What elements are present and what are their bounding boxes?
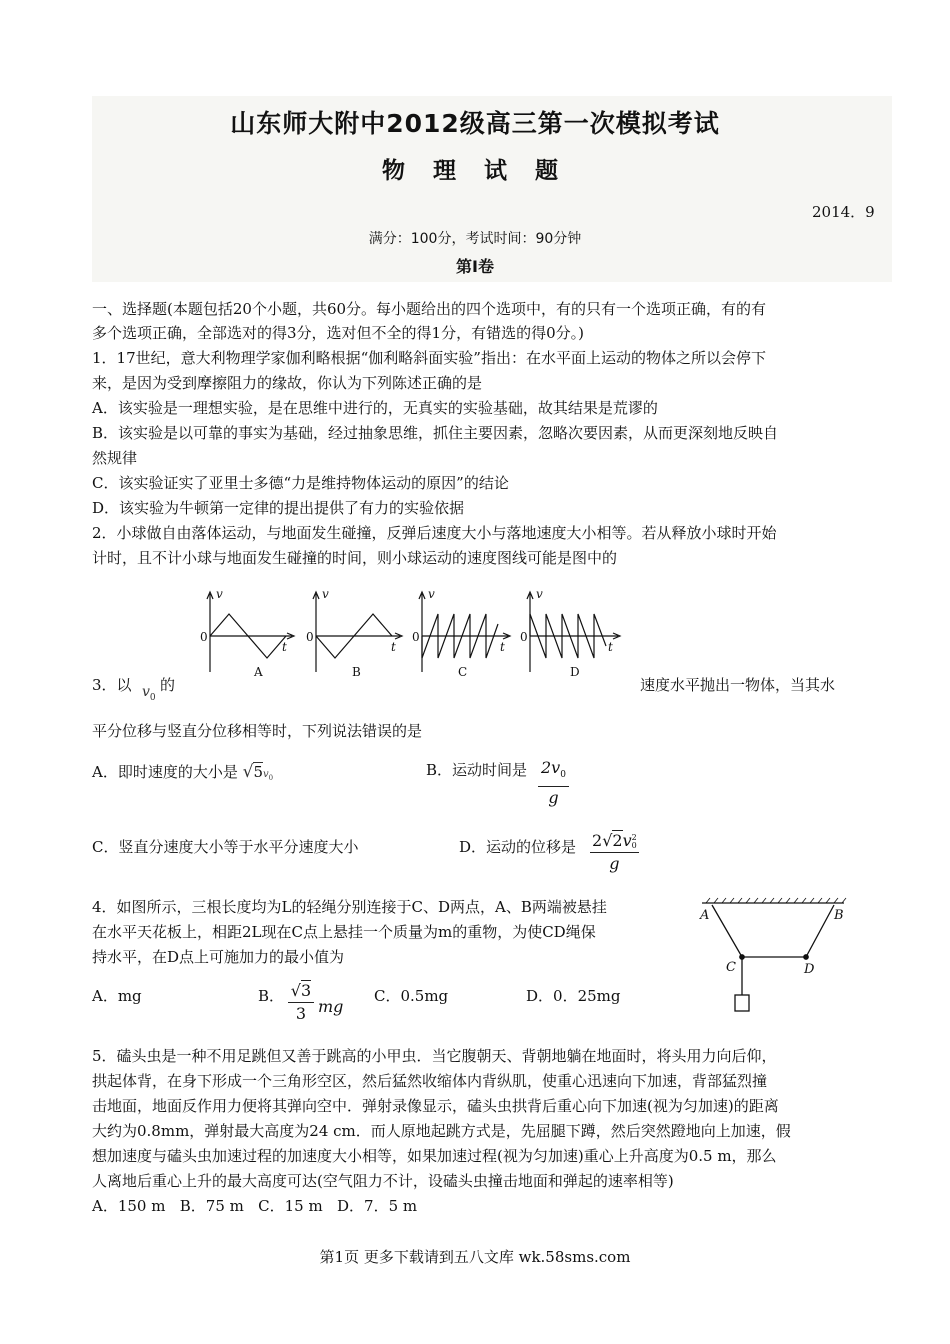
- q3-option-b-numerator: $2v_0$: [541, 758, 566, 781]
- graph-b-origin: 0: [306, 630, 314, 644]
- q3-option-b-denominator: g: [548, 788, 559, 808]
- exam-title: 山东师大附中2012级高三第一次模拟考试: [230, 109, 720, 138]
- q3-option-b-text: B．运动时间是: [426, 761, 528, 779]
- q3-v0: $v_0$: [142, 684, 156, 703]
- q4-option-b-denominator: 3: [295, 1004, 307, 1023]
- q2-vt-graphs: [196, 584, 626, 684]
- q4-stem: 持水平，在D点上可施加力的最小值为: [92, 948, 345, 966]
- label-c: C: [726, 960, 736, 975]
- q4-option-b-numerator: √3: [290, 981, 312, 1000]
- q3-option-d-numerator: 2√2v 2 0: [592, 831, 637, 850]
- q3-option-a-v: $v_0$: [263, 769, 274, 782]
- q4-option-b-prefix: B．: [258, 987, 285, 1005]
- q5-stem: 拱起体背，在身下形成一个三角形空区，然后猛然收缩体内背纵肌，使重心迅速向下加速，背部猛烈撞: [92, 1072, 768, 1090]
- ceiling-hatch: [706, 898, 846, 903]
- q4-option-c: C．0.5mg: [374, 987, 449, 1005]
- q3-option-a-root: 5: [253, 763, 264, 781]
- q3-option-d-text: D．运动的位移是: [459, 838, 577, 856]
- q5-stem: 击地面，地面反作用力便将其弹向空中．弹射录像显示，磕头虫拱背后重心向下加速(视为匀加速)的距离: [92, 1097, 779, 1115]
- q3-option-c: C．竖直分速度大小等于水平分速度大小: [92, 838, 359, 856]
- q5-stem: 人离地后重心上升的最大高度可达(空气阻力不计，设磕头虫撞击地面和弹起的速率相等): [92, 1172, 674, 1190]
- q5-stem: 大约为0.8mm，弹射最大高度为24 cm．而人原地起跳方式是，先屈腿下蹲，然后突然蹬地向上加速，假: [92, 1122, 791, 1140]
- sqrt-icon: √: [602, 831, 613, 850]
- q3-option-a-text: A．即时速度的大小是: [92, 763, 238, 781]
- graph-d-label: D: [570, 665, 580, 679]
- instructions-line: 一、选择题(本题包括20个小题，共60分。每小题给出的四个选项中，有的只有一个选项正确，有的有: [92, 300, 767, 318]
- graph-c-t-label: t: [500, 640, 505, 654]
- q4-option-d: D．0．25mg: [526, 987, 621, 1005]
- q1-stem: 1．17世纪，意大利物理学家伽利略根据“伽利略斜面实验”指出：在水平面上运动的物体之所以会停下: [92, 349, 766, 367]
- q3-de: 的: [160, 676, 176, 694]
- graph-d-t-label: t: [608, 640, 613, 654]
- q3-prefix: 3．以: [92, 676, 132, 694]
- section-title: 第Ⅰ卷: [456, 257, 494, 276]
- q4-option-b-mg: mg: [318, 997, 344, 1016]
- q1-option-a: A．该实验是一理想实验，是在思维中进行的，无真实的实验基础，故其结果是荒谬的: [92, 399, 658, 417]
- q5-options: A．150 m B．75 m C．15 m D．7．5 m: [92, 1197, 418, 1215]
- graph-c-v-label: v: [428, 587, 435, 601]
- q5-stem: 想加速度与磕头虫加速过程的加速度大小相等，如果加速过程(视为匀加速)重心上升高度为0.5 m，那么: [92, 1147, 777, 1165]
- q1-option-b-cont: 然规律: [92, 449, 138, 467]
- point-c: [740, 955, 744, 959]
- subject-title: 物 理 试 题: [381, 158, 569, 184]
- graph-a: [200, 587, 294, 679]
- q1-option-c: C．该实验证实了亚里士多德“力是维持物体运动的原因”的结论: [92, 474, 509, 492]
- sqrt-icon: √: [242, 762, 254, 782]
- q4-option-a: A．mg: [92, 987, 142, 1005]
- graph-d-origin: 0: [520, 630, 528, 644]
- q4-rope-diagram: [698, 895, 858, 1021]
- page-footer: 第1页 更多下载请到五八文库 wk.58sms.com: [319, 1248, 631, 1266]
- q3-stem-suffix: 速度水平抛出一物体，当其水: [640, 676, 836, 694]
- graph-c-origin: 0: [412, 630, 420, 644]
- instructions-line: 多个选项正确，全部选对的得3分，选对但不全的得1分，有错选的得0分。): [92, 324, 584, 342]
- graph-a-origin: 0: [200, 630, 208, 644]
- graph-d: [520, 587, 620, 679]
- graph-a-v-label: v: [216, 587, 223, 601]
- q3-stem: 平分位移与竖直分位移相等时，下列说法错误的是: [92, 722, 423, 740]
- graph-b-t-label: t: [391, 640, 396, 654]
- q4-option-b-fraction: [288, 980, 314, 1025]
- graph-b: [306, 587, 402, 679]
- q3-option-d-fraction: [590, 830, 639, 875]
- graph-a-t-label: t: [282, 640, 287, 654]
- label-d: D: [804, 962, 815, 977]
- ropes: [712, 905, 834, 957]
- q5-stem: 5．磕头虫是一种不用足跳但又善于跳高的小甲虫．当它腹朝天、背朝地躺在地面时，将头用力向后仰，: [92, 1047, 777, 1065]
- q4-stem: 在水平天花板上，相距2L现在C点上悬挂一个质量为m的重物，为使CD绳保: [92, 923, 596, 941]
- q3-option-b-fraction: [538, 757, 569, 809]
- q3-option-d-denominator: g: [609, 854, 620, 873]
- graph-a-label: A: [254, 665, 263, 679]
- weight-block: [735, 995, 749, 1011]
- q1-option-d: D．该实验为牛顿第一定律的提出提供了有力的实验依据: [92, 499, 465, 517]
- sqrt-icon: √: [290, 981, 301, 1000]
- q1-option-b: B．该实验是以可靠的事实为基础，经过抽象思维，抓住主要因素，忽略次要因素，从而更深刻地反映自: [92, 424, 779, 442]
- graph-d-v-label: v: [536, 587, 543, 601]
- q2-stem: 2．小球做自由落体运动，与地面发生碰撞，反弹后速度大小与落地速度大小相等。若从释放小球时开始: [92, 524, 777, 542]
- label-b: B: [834, 908, 844, 923]
- q3-option-a: [92, 760, 273, 790]
- score-info: 满分：100分，考试时间：90分钟: [368, 231, 582, 247]
- exam-date: 2014．9: [812, 203, 875, 221]
- graph-b-v-label: v: [322, 587, 329, 601]
- point-d: [804, 955, 808, 959]
- graph-b-label: B: [352, 665, 361, 679]
- graph-c: [412, 587, 510, 679]
- graph-c-label: C: [458, 665, 468, 679]
- label-a: A: [700, 908, 710, 923]
- q2-stem: 计时，且不计小球与地面发生碰撞的时间，则小球运动的速度图线可能是图中的: [92, 549, 618, 567]
- q4-stem: 4．如图所示，三根长度均为L的轻绳分别连接于C、D两点，A、B两端被悬挂: [92, 898, 607, 916]
- q1-stem: 来，是因为受到摩擦阻力的缘故，你认为下列陈述正确的是: [92, 374, 483, 392]
